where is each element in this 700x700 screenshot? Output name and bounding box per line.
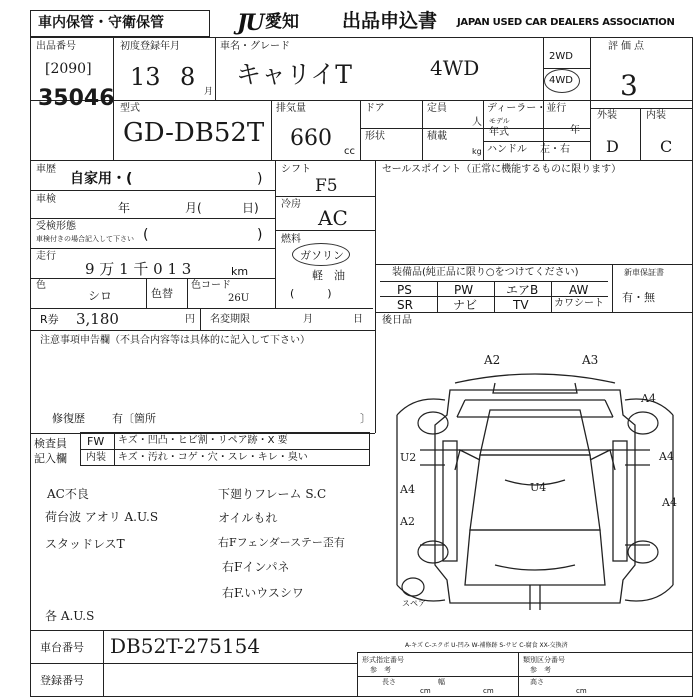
model-name-label: 車名・グレード [220,41,290,52]
ext-label: 外装 [597,110,617,121]
shift-label: シフト [281,164,311,175]
equip-airbag: エアB [506,283,539,297]
inspection-year: 年 [118,201,131,215]
capacity-label: 定員 [427,103,447,114]
recycle-label: R券 [40,313,59,326]
name-change-day: 日 [353,314,363,325]
history-label: 車歴 [36,164,56,175]
color-value: シロ [88,289,113,303]
lot-number: 35046 [38,86,115,111]
mark-a4-right: A4 [659,450,674,463]
inspector-interior-text: キズ・汚れ・コゲ・穴・スレ・キレ・臭い [118,452,308,463]
diagram-front-bumper [455,374,615,383]
mileage-value: 9 万 1 千 0 1 3 [85,260,192,278]
inspector-interior: 内装 [86,452,106,463]
drive-4wd: 4WD [549,75,573,86]
mileage-label: 走行 [36,251,56,262]
fuel-diesel: 軽 油 [312,269,345,282]
note-ac: AC不良 [47,487,89,501]
drive-2wd: 2WD [549,51,573,62]
model-year-label2: 年式 [489,127,509,138]
wheel-rear-right [628,541,658,563]
mark-a4-right-bottom: A4 [662,496,677,509]
spec2-label-1: 類別区分番号 [523,656,565,664]
note-inpane: 右Fインパネ [222,560,290,574]
inspector-label1: 検査員 [34,437,67,450]
grade-label: 評価点 [608,41,647,52]
color-label: 色 [36,280,46,291]
capacity-unit: 人 [472,117,482,128]
equip-ps: PS [397,283,412,297]
fuel-paren: ( ) [290,287,332,300]
mark-a3-front: A3 [582,353,599,367]
ext-value: D [606,137,619,156]
displacement-unit: cc [344,146,355,157]
shape-label: 形状 [365,131,385,142]
inspection-label: 車検 [36,194,56,205]
notes-label: 注意事項申告欄（不具合内容等は具体的に記入して下さい） [40,335,310,346]
mark-a4-left: A4 [400,483,415,496]
color-change-label: 色替 [151,287,173,300]
chassis-label: 車台番号 [40,641,84,654]
warranty-value: 有・無 [622,291,655,304]
load-unit: kg [472,147,482,156]
equip-aw: AW [569,283,589,297]
doors-label: ドア [365,103,385,114]
spare-tire [402,578,424,596]
shift-value: F5 [315,176,338,196]
equip-sr: SR [397,298,413,312]
model-code-label: 型式 [120,103,140,114]
form-title: 出品申込書 [342,10,438,32]
spec-width: 幅 [438,678,445,686]
mark-a4-right-top: A4 [641,392,656,405]
handle-label: ハンドル [487,144,527,155]
recycle-value: 3,180 [76,310,119,328]
recycle-unit: 円 [185,314,195,325]
spare-label: スペア [402,599,426,608]
spec-label-1: 形式指定番号 [362,656,404,664]
note-fender: 右Fフェンダーステー歪有 [218,536,345,549]
fuel-gasoline-circle [292,243,350,266]
color-code-label: 色コード [191,280,231,291]
equip-navi: ナビ [453,298,478,312]
inspector-label2: 記入欄 [34,452,67,465]
spec2-height: 高さ [530,678,544,686]
spec2-label-2: 参 考 [530,666,551,674]
registration-label: 登録番号 [40,674,84,687]
receipt-close: ) [257,227,263,243]
spec-label-2: 参 考 [370,666,391,674]
name-change-month: 月 [303,314,313,325]
repair-label: 修復歴 [52,412,85,425]
name-change-label: 名変期限 [210,314,250,325]
note-studless: スタッドレスT [45,537,125,551]
mark-a2-left-bottom: A2 [400,515,415,528]
spec2-height-unit: cm [576,687,587,695]
grade-value: 3 [620,69,638,102]
model-code-value: GD-DB52T [123,118,265,148]
cooling-value: AC [318,206,348,230]
inspector-fw-text: キズ・凹凸・ヒビ割・リペア跡・X 要 [118,435,288,446]
model-year-unit: 年 [570,125,580,136]
equip-tv: TV [513,298,529,312]
org-name: 愛知 [265,12,299,32]
model-year-label1: モデル [489,117,510,125]
note-oil: オイルもれ [218,511,278,525]
chassis-value: DB52T-275154 [110,634,261,658]
spec-length: 長さ [382,678,396,686]
note-bed: 荷台波 アオリ A.U.S [45,510,159,524]
storage-label: 車内保管・守衛保管 [38,15,164,31]
mark-a2-front: A2 [484,353,501,367]
note-house: 右F.いウスシワ [222,586,304,600]
ju-logo: JU [237,10,263,36]
fuel-gasoline: ガソリン [300,249,344,262]
load-label: 積載 [427,131,447,142]
sales-points-label: セールスポイント（正常に機能するものに限ります） [382,164,622,175]
damage-legend: A-キズ C-エクボ U-凹み W-補修跡 S-サビ C-腐食 XX-交換済 [405,642,568,649]
inspection-day: 日) [242,201,259,215]
first-reg-label: 初度登録年月 [120,41,180,52]
org-english: JAPAN USED CAR DEALERS ASSOCIATION [457,17,675,28]
inspector-fw: FW [87,435,105,448]
mark-u4-center: U4 [530,481,547,494]
cooling-label: 冷房 [281,199,301,210]
drive-4wd-circle [544,69,580,93]
lot-bracket-value: [2090] [45,61,92,77]
equip-pw: PW [454,283,474,297]
spec-length-unit: cm [420,687,431,695]
diagram-body-outline [435,390,635,603]
displacement-label: 排気量 [276,103,306,114]
equip-leather-seat: カワシート [554,298,604,309]
first-reg-year: 13 [130,63,161,91]
wheel-front-left [418,412,448,434]
int-label: 内装 [646,110,666,121]
handle-value: 左・右 [540,144,570,155]
warranty-label: 新車保証書 [624,268,664,277]
mileage-unit: km [231,265,249,278]
inspection-month: 月( [185,201,202,215]
repair-close: 〕 [360,412,371,425]
spec-width-unit: cm [483,687,494,695]
note-underside: 下廻りフレーム S.C [218,487,327,501]
history-close: ) [257,171,263,187]
dealer-import-label: ディーラー・並行 [487,103,567,114]
color-code-value: 26U [228,293,250,304]
model-name-value: キャリイT [236,60,352,89]
model-grade-value: 4WD [430,56,480,80]
receipt-open: ( [143,227,149,243]
remarks-label: 後日品 [382,315,412,326]
receipt-label: 受検形態 [36,221,76,232]
mark-u2-left: U2 [400,451,417,464]
receipt-note: 車検付きの場合記入して下さい [36,235,134,243]
int-value: C [660,137,673,156]
first-reg-month-unit: 月 [204,87,214,97]
history-value: 自家用・( [70,171,133,187]
displacement-value: 660 [290,126,332,151]
first-reg-month: 8 [180,63,196,91]
fuel-label: 燃料 [281,234,301,245]
repair-value: 有〔箇所 [112,412,156,425]
lot-label: 出品番号 [36,41,76,52]
equipment-title: 装備品(純正品に限り○をつけてください) [392,267,579,278]
note-each: 各 A.U.S [45,609,95,623]
